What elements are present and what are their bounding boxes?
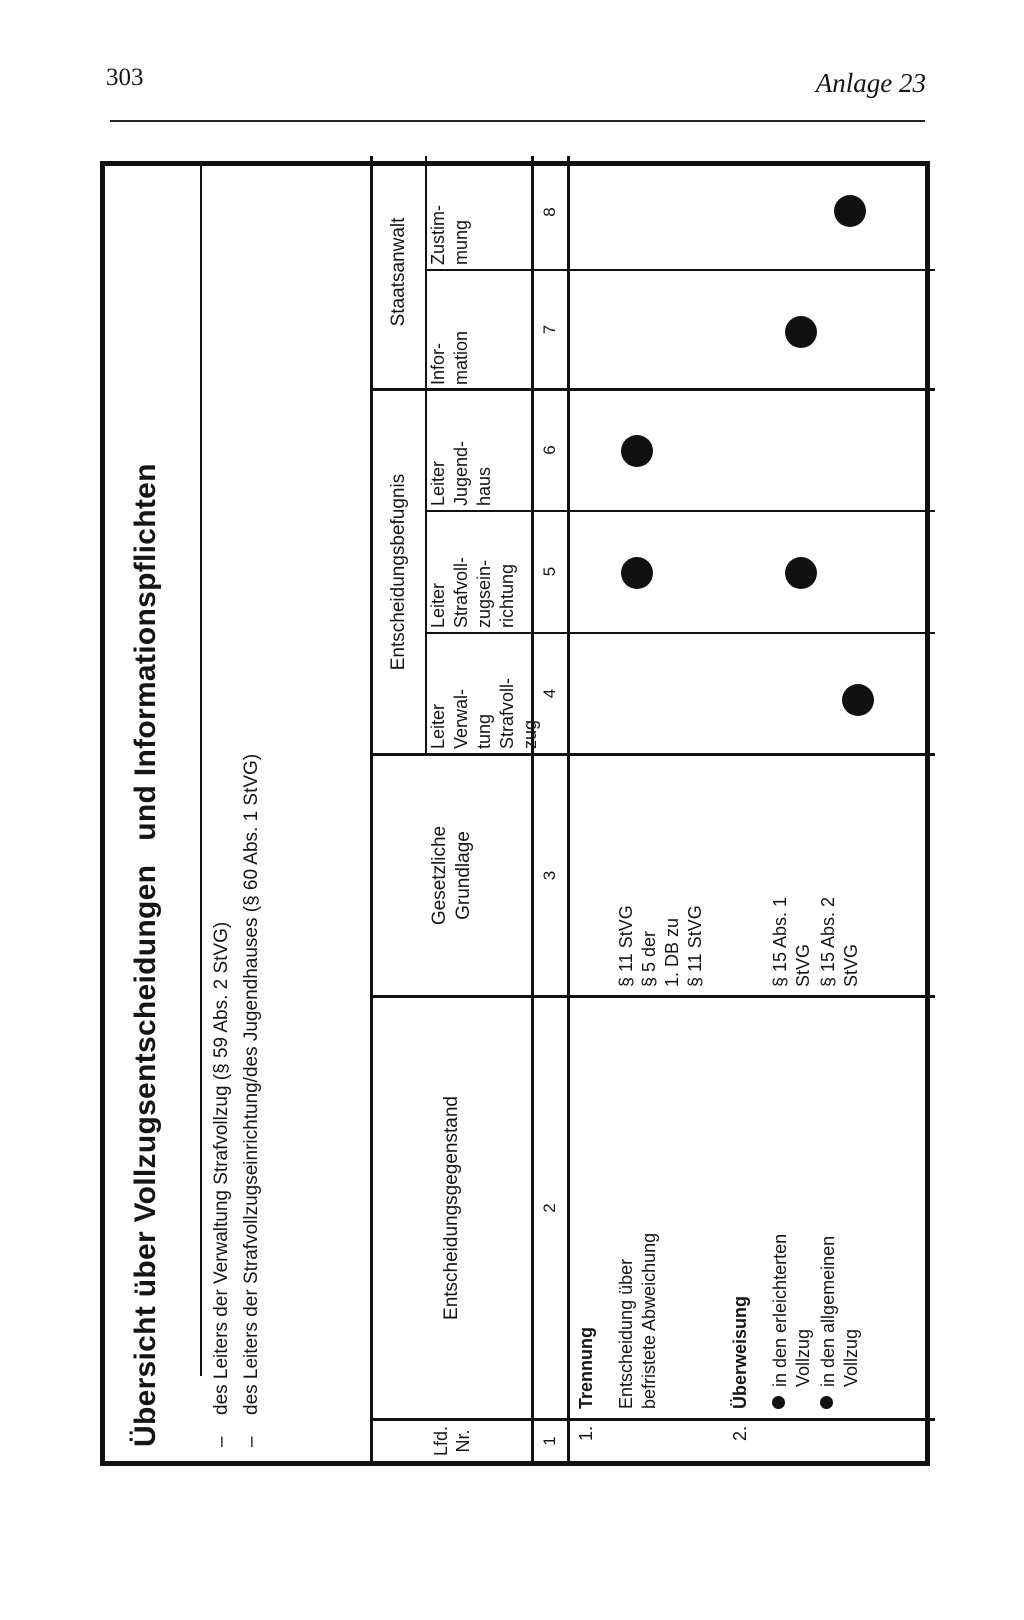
header-col5: Leiter Strafvoll- zugsein- richtung [428, 556, 518, 628]
row-2-heading: Überweisung [730, 1295, 750, 1409]
header-col6: Leiter Jugend- haus [428, 440, 495, 506]
row-2a-basis: § 15 Abs. 1 StVG [770, 896, 814, 987]
subtitle-1 [211, 922, 233, 1447]
header-grundlage-1: Gesetzliche [429, 825, 451, 926]
subtitle-1-text: des Leiters der Verwaltung Strafvollzug (§ 59 Abs. 2 StVG) [211, 921, 232, 1415]
col7-rule [425, 269, 935, 271]
header-col7: Infor- mation [428, 330, 472, 385]
colnum-8: 8 [540, 207, 559, 217]
row-2-number: 2. [730, 1425, 750, 1441]
title-rule [200, 166, 202, 1376]
header-grundlage [373, 756, 531, 995]
colnum-7: 7 [540, 324, 559, 335]
colnum-1: 1 [540, 1436, 559, 1446]
subtitle-2-dash: – [241, 1436, 262, 1447]
header-grundlage-2: Grundlage [453, 831, 474, 920]
row-2a-col8-mark [834, 195, 866, 227]
colnum-4: 4 [540, 688, 559, 699]
annex-label: Anlage 23 [815, 68, 926, 98]
title-part-1: Übersicht über Vollzugsentscheidungen [129, 864, 162, 1447]
row-1-col5-mark [621, 557, 653, 589]
row-2a-subject: in den erleichterten Vollzug [769, 1234, 815, 1409]
header-lfd: Lfd. [430, 1425, 451, 1457]
col6-rule [370, 388, 935, 391]
colnum-5: 5 [540, 566, 559, 577]
subtitle-1-dash: – [211, 1436, 232, 1447]
header-gegenstand: Entscheidungsgegenstand [441, 1096, 463, 1320]
bullet-icon [772, 1396, 785, 1409]
colnum-3: 3 [540, 870, 559, 881]
col5-rule [425, 510, 935, 512]
rotated-table-container [100, 161, 930, 1466]
decision-table [100, 161, 930, 1466]
row-2b-basis: § 15 Abs. 2 StVG [818, 896, 862, 987]
header-rule [110, 120, 925, 122]
row-2a-col7-mark [785, 316, 817, 348]
title-part-2: und Informationspflichten [129, 463, 162, 841]
row-1-subject: Entscheidung über befristete Abweichung [616, 1232, 660, 1409]
subtitle-2-text: des Leiters der Strafvollzugseinrichtung/des Jugendhauses (§ 60 Abs. 1 StVG) [241, 753, 262, 1415]
header-col4: Leiter Verwal- tung Strafvoll- zug [428, 677, 541, 749]
header-nr: Nr. [453, 1429, 473, 1453]
row-1-number: 1. [576, 1425, 596, 1441]
subtitle-2 [241, 754, 263, 1447]
table-title [129, 463, 163, 1447]
row-2b-col4-mark [842, 684, 874, 716]
bullet-icon [820, 1396, 833, 1409]
header-col8: Zustim- mung [428, 205, 472, 265]
col4-rule [425, 632, 935, 634]
header-befugnis: Entscheidungsbefugnis [388, 473, 410, 671]
page-number: 303 [106, 64, 144, 91]
header-staatsanwalt: Staatsanwalt [388, 217, 410, 327]
row-1-col6-mark [621, 435, 653, 467]
row-1-basis: § 11 StVG § 5 der 1. DB zu § 11 StVG [616, 905, 706, 987]
row-1-heading: Trennung [576, 1327, 596, 1409]
colnum-2: 2 [540, 1203, 559, 1213]
row-2b-subject: in den allgemeinen Vollzug [817, 1236, 863, 1409]
colnum-bottom-rule [567, 156, 570, 1461]
row-2a-col5-mark [785, 557, 817, 589]
colnum-6: 6 [540, 445, 559, 455]
header-lfd-nr [373, 1421, 531, 1461]
